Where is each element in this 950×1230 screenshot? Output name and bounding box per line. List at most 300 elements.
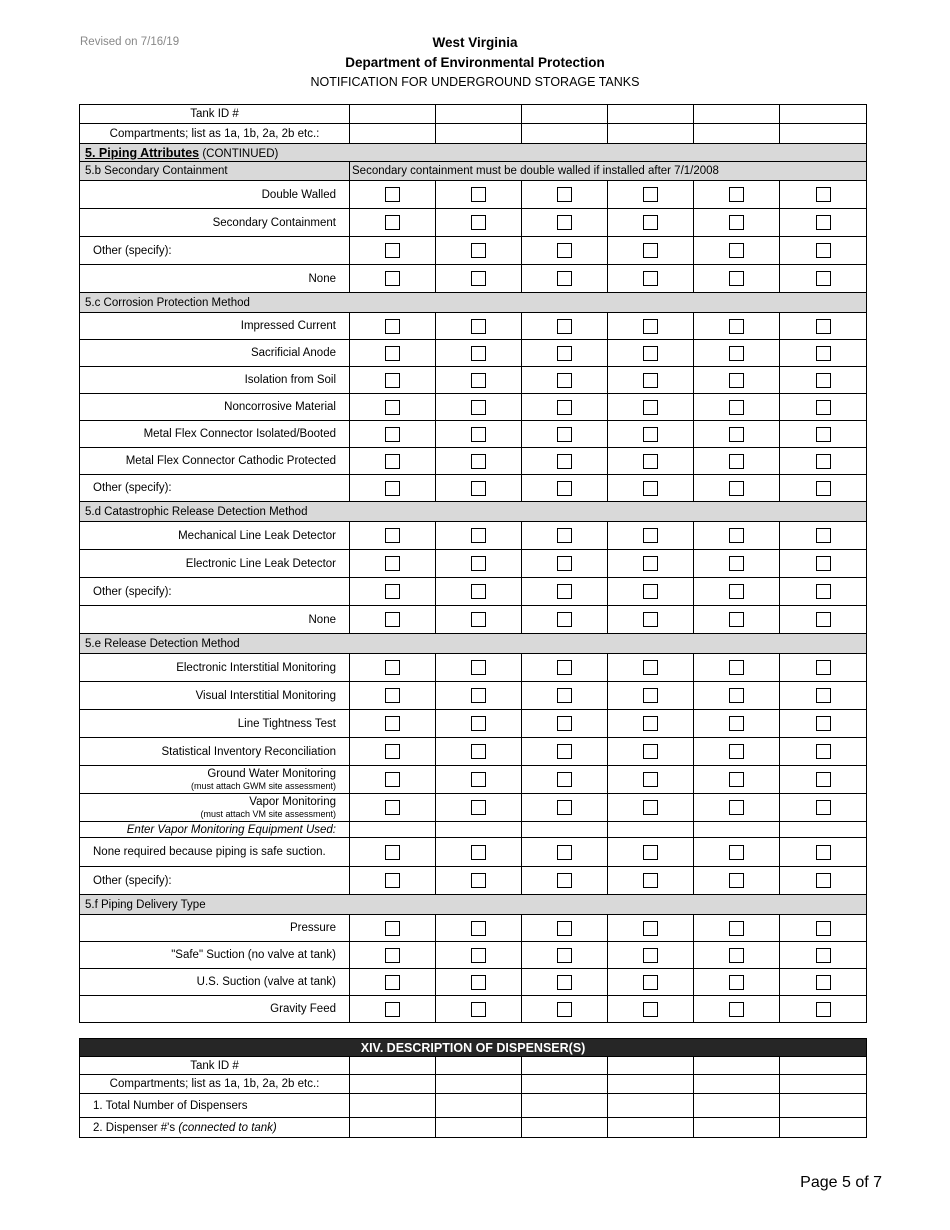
checkbox-cell — [522, 181, 608, 209]
disp-tank-id-input-col-1[interactable] — [350, 1057, 436, 1075]
checkbox-cell — [436, 475, 522, 502]
corrosion-other-specify-checkbox-tank-5[interactable] — [729, 481, 744, 496]
checkbox-cell — [436, 654, 522, 682]
secondary-other-specify-checkbox-tank-1[interactable] — [385, 243, 400, 258]
checkbox-cell — [350, 265, 436, 293]
delivery-safe-suction-no-valve-at-tank-label: "Safe" Suction (no valve at tank) — [80, 942, 350, 969]
corrosion-impressed-current-checkbox-tank-6[interactable] — [816, 319, 831, 334]
catastrophic-mechanical-line-leak-detector-checkbox-tank-4[interactable] — [643, 528, 658, 543]
release-line-tightness-test-checkbox-tank-1[interactable] — [385, 716, 400, 731]
corrosion-impressed-current-checkbox-tank-2[interactable] — [471, 319, 486, 334]
secondary-none-checkbox-tank-1[interactable] — [385, 271, 400, 286]
delivery-pressure-checkbox-tank-3[interactable] — [557, 921, 572, 936]
catastrophic-mechanical-line-leak-detector-checkbox-tank-6[interactable] — [816, 528, 831, 543]
checkbox-cell — [608, 682, 694, 710]
corrosion-sacrificial-anode-checkbox-tank-5[interactable] — [729, 346, 744, 361]
corrosion-isolation-from-soil-label: Isolation from Soil — [80, 367, 350, 394]
delivery-pressure-checkbox-tank-2[interactable] — [471, 921, 486, 936]
total-dispensers-input-col-2[interactable] — [436, 1094, 522, 1118]
release-visual-interstitial-monitoring-checkbox-tank-5[interactable] — [729, 688, 744, 703]
corrosion-metal-flex-connector-isolated-booted-checkbox-tank-4[interactable] — [643, 427, 658, 442]
corrosion-other-specify-checkbox-tank-6[interactable] — [816, 481, 831, 496]
corrosion-impressed-current-checkbox-tank-3[interactable] — [557, 319, 572, 334]
delivery-safe-suction-no-valve-at-tank-checkbox-tank-2[interactable] — [471, 948, 486, 963]
catastrophic-mechanical-line-leak-detector-checkbox-tank-1[interactable] — [385, 528, 400, 543]
vapor-label: Vapor Monitoring — [249, 795, 336, 808]
checkbox-cell — [522, 838, 608, 867]
corrosion-noncorrosive-material-checkbox-tank-6[interactable] — [816, 400, 831, 415]
release-none-required-checkbox-tank-6[interactable] — [816, 845, 831, 860]
checkbox-cell — [522, 578, 608, 606]
delivery-pressure-checkbox-tank-5[interactable] — [729, 921, 744, 936]
secondary-none-checkbox-tank-2[interactable] — [471, 271, 486, 286]
checkbox-cell — [436, 915, 522, 942]
catastrophic-none-checkbox-tank-3[interactable] — [557, 612, 572, 627]
checkbox-cell — [608, 766, 694, 794]
secondary-secondary-containment-checkbox-tank-5[interactable] — [729, 215, 744, 230]
corrosion-metal-flex-connector-isolated-booted-checkbox-tank-5[interactable] — [729, 427, 744, 442]
checkbox-cell — [694, 181, 780, 209]
secondary-secondary-containment-checkbox-tank-4[interactable] — [643, 215, 658, 230]
corrosion-impressed-current-checkbox-tank-5[interactable] — [729, 319, 744, 334]
checkbox-cell — [694, 738, 780, 766]
checkbox-cell — [694, 421, 780, 448]
total-dispensers-input-col-6[interactable] — [780, 1094, 867, 1118]
delivery-pressure-checkbox-tank-6[interactable] — [816, 921, 831, 936]
secondary-other-specify-checkbox-tank-4[interactable] — [643, 243, 658, 258]
release-ground-water-monitoring-checkbox-tank-2[interactable] — [471, 772, 486, 787]
release-statistical-inventory-reconciliation-checkbox-tank-2[interactable] — [471, 744, 486, 759]
vapor-equipment-input-col-2[interactable] — [436, 822, 522, 838]
corrosion-sacrificial-anode-checkbox-tank-1[interactable] — [385, 346, 400, 361]
release-other-checkbox-tank-6[interactable] — [816, 873, 831, 888]
delivery-u-s-suction-valve-at-tank-label: U.S. Suction (valve at tank) — [80, 969, 350, 996]
disp-compartments-label: Compartments; list as 1a, 1b, 2a, 2b etc.: — [80, 1075, 350, 1094]
total-dispensers-input-col-1[interactable] — [350, 1094, 436, 1118]
table-row — [80, 838, 867, 867]
compartments-input-col-3[interactable] — [522, 124, 608, 144]
vapor-equipment-input-col-4[interactable] — [608, 822, 694, 838]
delivery-u-s-suction-valve-at-tank-checkbox-tank-5[interactable] — [729, 975, 744, 990]
checkbox-cell — [694, 710, 780, 738]
tank-id-input-col-5[interactable] — [694, 105, 780, 124]
secondary-none-checkbox-tank-6[interactable] — [816, 271, 831, 286]
delivery-safe-suction-no-valve-at-tank-checkbox-tank-4[interactable] — [643, 948, 658, 963]
table-row — [80, 550, 867, 578]
release-statistical-inventory-reconciliation-checkbox-tank-5[interactable] — [729, 744, 744, 759]
release-visual-interstitial-monitoring-checkbox-tank-4[interactable] — [643, 688, 658, 703]
release-other-checkbox-tank-2[interactable] — [471, 873, 486, 888]
checkbox-cell — [436, 996, 522, 1023]
checkbox-cell — [608, 237, 694, 265]
checkbox-cell — [780, 942, 867, 969]
disp-compartments-input-col-6[interactable] — [780, 1075, 867, 1094]
corrosion-metal-flex-connector-cathodic-protected-checkbox-tank-3[interactable] — [557, 454, 572, 469]
table-row — [80, 969, 867, 996]
total-dispensers-input-col-4[interactable] — [608, 1094, 694, 1118]
release-ground-water-monitoring-checkbox-tank-6[interactable] — [816, 772, 831, 787]
delivery-u-s-suction-valve-at-tank-checkbox-tank-2[interactable] — [471, 975, 486, 990]
vapor-equipment-input-col-5[interactable] — [694, 822, 780, 838]
checkbox-cell — [350, 606, 436, 634]
disp-compartments-input-col-3[interactable] — [522, 1075, 608, 1094]
table-row — [80, 394, 867, 421]
delivery-u-s-suction-valve-at-tank-checkbox-tank-3[interactable] — [557, 975, 572, 990]
page-number: Page 5 of 7 — [800, 1174, 882, 1191]
checkbox-cell — [522, 915, 608, 942]
dispenser-numbers-input-col-3[interactable] — [522, 1118, 608, 1138]
catastrophic-electronic-line-leak-detector-checkbox-tank-3[interactable] — [557, 556, 572, 571]
release-visual-interstitial-monitoring-checkbox-tank-3[interactable] — [557, 688, 572, 703]
checkbox-cell — [608, 838, 694, 867]
gwm-note: (must attach GWM site assessment) — [190, 780, 336, 791]
delivery-u-s-suction-valve-at-tank-checkbox-tank-1[interactable] — [385, 975, 400, 990]
release-electronic-interstitial-monitoring-checkbox-tank-2[interactable] — [471, 660, 486, 675]
corrosion-metal-flex-connector-isolated-booted-label: Metal Flex Connector Isolated/Booted — [80, 421, 350, 448]
corrosion-isolation-from-soil-checkbox-tank-4[interactable] — [643, 373, 658, 388]
release-none-required-checkbox-tank-4[interactable] — [643, 845, 658, 860]
catastrophic-none-checkbox-tank-2[interactable] — [471, 612, 486, 627]
section-5f-header — [80, 895, 867, 915]
checkbox-cell — [522, 606, 608, 634]
release-ground-water-monitoring-checkbox-tank-4[interactable] — [643, 772, 658, 787]
catastrophic-mechanical-line-leak-detector-checkbox-tank-2[interactable] — [471, 528, 486, 543]
dispenser-numbers-input-col-2[interactable] — [436, 1118, 522, 1138]
delivery-safe-suction-no-valve-at-tank-checkbox-tank-5[interactable] — [729, 948, 744, 963]
table-row — [80, 421, 867, 448]
release-vapor-monitoring-checkbox-tank-1[interactable] — [385, 800, 400, 815]
dispenser-numbers-input-col-1[interactable] — [350, 1118, 436, 1138]
corrosion-other-specify-checkbox-tank-1[interactable] — [385, 481, 400, 496]
checkbox-cell — [694, 578, 780, 606]
corrosion-noncorrosive-material-checkbox-tank-1[interactable] — [385, 400, 400, 415]
compartments-input-col-1[interactable] — [350, 124, 436, 144]
section-5e-header-title: 5.e Release Detection Method — [80, 634, 867, 654]
release-vapor-monitoring-checkbox-tank-3[interactable] — [557, 800, 572, 815]
dispenser-numbers-input-col-4[interactable] — [608, 1118, 694, 1138]
release-none-required-checkbox-tank-3[interactable] — [557, 845, 572, 860]
compartments-input-col-5[interactable] — [694, 124, 780, 144]
corrosion-sacrificial-anode-checkbox-tank-6[interactable] — [816, 346, 831, 361]
checkbox-cell — [608, 522, 694, 550]
table-row — [80, 448, 867, 475]
catastrophic-electronic-line-leak-detector-checkbox-tank-5[interactable] — [729, 556, 744, 571]
release-statistical-inventory-reconciliation-checkbox-tank-1[interactable] — [385, 744, 400, 759]
catastrophic-other-specify-checkbox-tank-5[interactable] — [729, 584, 744, 599]
checkbox-cell — [694, 867, 780, 895]
catastrophic-other-specify-checkbox-tank-1[interactable] — [385, 584, 400, 599]
release-none-required-checkbox-tank-2[interactable] — [471, 845, 486, 860]
corrosion-metal-flex-connector-cathodic-protected-checkbox-tank-5[interactable] — [729, 454, 744, 469]
catastrophic-other-specify-checkbox-tank-2[interactable] — [471, 584, 486, 599]
checkbox-cell — [608, 448, 694, 475]
table-row — [80, 822, 867, 838]
delivery-gravity-feed-checkbox-tank-1[interactable] — [385, 1002, 400, 1017]
checkbox-cell — [608, 654, 694, 682]
corrosion-isolation-from-soil-checkbox-tank-6[interactable] — [816, 373, 831, 388]
total-dispensers-input-col-5[interactable] — [694, 1094, 780, 1118]
release-electronic-interstitial-monitoring-checkbox-tank-1[interactable] — [385, 660, 400, 675]
release-line-tightness-test-checkbox-tank-6[interactable] — [816, 716, 831, 731]
tank-id-input-col-2[interactable] — [436, 105, 522, 124]
checkbox-cell — [694, 654, 780, 682]
corrosion-sacrificial-anode-checkbox-tank-2[interactable] — [471, 346, 486, 361]
catastrophic-electronic-line-leak-detector-checkbox-tank-1[interactable] — [385, 556, 400, 571]
catastrophic-electronic-line-leak-detector-checkbox-tank-2[interactable] — [471, 556, 486, 571]
release-line-tightness-test-label: Line Tightness Test — [80, 710, 350, 738]
checkbox-cell — [694, 915, 780, 942]
gwm-label-cell — [80, 766, 350, 794]
catastrophic-other-specify-checkbox-tank-3[interactable] — [557, 584, 572, 599]
compartments-input-col-6[interactable] — [780, 124, 867, 144]
release-line-tightness-test-checkbox-tank-4[interactable] — [643, 716, 658, 731]
secondary-double-walled-checkbox-tank-3[interactable] — [557, 187, 572, 202]
secondary-double-walled-checkbox-tank-4[interactable] — [643, 187, 658, 202]
disp-tank-id-input-col-2[interactable] — [436, 1057, 522, 1075]
release-none-required-checkbox-tank-5[interactable] — [729, 845, 744, 860]
release-other-checkbox-tank-5[interactable] — [729, 873, 744, 888]
release-other-checkbox-tank-4[interactable] — [643, 873, 658, 888]
release-other-checkbox-tank-1[interactable] — [385, 873, 400, 888]
compartments-input-col-2[interactable] — [436, 124, 522, 144]
checkbox-cell — [780, 710, 867, 738]
corrosion-noncorrosive-material-checkbox-tank-5[interactable] — [729, 400, 744, 415]
catastrophic-electronic-line-leak-detector-checkbox-tank-6[interactable] — [816, 556, 831, 571]
secondary-secondary-containment-checkbox-tank-3[interactable] — [557, 215, 572, 230]
secondary-secondary-containment-checkbox-tank-6[interactable] — [816, 215, 831, 230]
delivery-gravity-feed-label: Gravity Feed — [80, 996, 350, 1023]
disp-compartments-input-col-1[interactable] — [350, 1075, 436, 1094]
release-statistical-inventory-reconciliation-checkbox-tank-3[interactable] — [557, 744, 572, 759]
secondary-other-specify-checkbox-tank-2[interactable] — [471, 243, 486, 258]
corrosion-impressed-current-checkbox-tank-1[interactable] — [385, 319, 400, 334]
release-line-tightness-test-checkbox-tank-3[interactable] — [557, 716, 572, 731]
vapor-label-cell — [80, 794, 350, 822]
release-visual-interstitial-monitoring-checkbox-tank-1[interactable] — [385, 688, 400, 703]
release-other-checkbox-tank-3[interactable] — [557, 873, 572, 888]
disp-compartments-input-col-4[interactable] — [608, 1075, 694, 1094]
checkbox-cell — [522, 394, 608, 421]
release-vapor-monitoring-checkbox-tank-2[interactable] — [471, 800, 486, 815]
disp-compartments-input-col-5[interactable] — [694, 1075, 780, 1094]
catastrophic-none-checkbox-tank-6[interactable] — [816, 612, 831, 627]
disp-tank-id-input-col-6[interactable] — [780, 1057, 867, 1075]
corrosion-isolation-from-soil-checkbox-tank-1[interactable] — [385, 373, 400, 388]
checkbox-cell — [608, 867, 694, 895]
release-ground-water-monitoring-checkbox-tank-3[interactable] — [557, 772, 572, 787]
catastrophic-none-label: None — [80, 606, 350, 634]
release-ground-water-monitoring-checkbox-tank-5[interactable] — [729, 772, 744, 787]
vapor-equipment-input-col-6[interactable] — [780, 822, 867, 838]
catastrophic-none-checkbox-tank-5[interactable] — [729, 612, 744, 627]
release-vapor-monitoring-checkbox-tank-6[interactable] — [816, 800, 831, 815]
corrosion-metal-flex-connector-isolated-booted-checkbox-tank-1[interactable] — [385, 427, 400, 442]
table-row — [80, 738, 867, 766]
release-none-required-checkbox-tank-1[interactable] — [385, 845, 400, 860]
release-line-tightness-test-checkbox-tank-5[interactable] — [729, 716, 744, 731]
total-dispensers-input-col-3[interactable] — [522, 1094, 608, 1118]
corrosion-noncorrosive-material-checkbox-tank-4[interactable] — [643, 400, 658, 415]
catastrophic-other-specify-checkbox-tank-4[interactable] — [643, 584, 658, 599]
disp-tank-id-input-col-3[interactable] — [522, 1057, 608, 1075]
corrosion-metal-flex-connector-isolated-booted-checkbox-tank-6[interactable] — [816, 427, 831, 442]
secondary-other-specify-checkbox-tank-3[interactable] — [557, 243, 572, 258]
corrosion-impressed-current-checkbox-tank-4[interactable] — [643, 319, 658, 334]
section-5d-header-title: 5.d Catastrophic Release Detection Method — [80, 502, 867, 522]
corrosion-noncorrosive-material-checkbox-tank-3[interactable] — [557, 400, 572, 415]
corrosion-isolation-from-soil-checkbox-tank-3[interactable] — [557, 373, 572, 388]
release-statistical-inventory-reconciliation-checkbox-tank-6[interactable] — [816, 744, 831, 759]
catastrophic-other-specify-checkbox-tank-6[interactable] — [816, 584, 831, 599]
checkbox-cell — [780, 578, 867, 606]
section-5b-header — [80, 162, 867, 181]
table-row — [80, 710, 867, 738]
checkbox-cell — [780, 996, 867, 1023]
tank-id-input-col-4[interactable] — [608, 105, 694, 124]
catastrophic-mechanical-line-leak-detector-label: Mechanical Line Leak Detector — [80, 522, 350, 550]
corrosion-other-specify-checkbox-tank-2[interactable] — [471, 481, 486, 496]
corrosion-metal-flex-connector-cathodic-protected-checkbox-tank-1[interactable] — [385, 454, 400, 469]
corrosion-sacrificial-anode-checkbox-tank-3[interactable] — [557, 346, 572, 361]
tank-id-input-col-1[interactable] — [350, 105, 436, 124]
delivery-gravity-feed-checkbox-tank-5[interactable] — [729, 1002, 744, 1017]
release-statistical-inventory-reconciliation-checkbox-tank-4[interactable] — [643, 744, 658, 759]
corrosion-isolation-from-soil-checkbox-tank-5[interactable] — [729, 373, 744, 388]
disp-compartments-input-col-2[interactable] — [436, 1075, 522, 1094]
delivery-gravity-feed-checkbox-tank-6[interactable] — [816, 1002, 831, 1017]
department-title: Department of Environmental Protection — [345, 55, 605, 70]
tank-id-input-col-6[interactable] — [780, 105, 867, 124]
table-row — [80, 606, 867, 634]
section-14-header — [80, 1039, 867, 1057]
vapor-equipment-input-col-1[interactable] — [350, 822, 436, 838]
secondary-none-checkbox-tank-5[interactable] — [729, 271, 744, 286]
checkbox-cell — [694, 448, 780, 475]
catastrophic-electronic-line-leak-detector-checkbox-tank-4[interactable] — [643, 556, 658, 571]
delivery-pressure-label: Pressure — [80, 915, 350, 942]
delivery-u-s-suction-valve-at-tank-checkbox-tank-6[interactable] — [816, 975, 831, 990]
release-vapor-monitoring-checkbox-tank-5[interactable] — [729, 800, 744, 815]
table-row — [80, 209, 867, 237]
delivery-gravity-feed-checkbox-tank-3[interactable] — [557, 1002, 572, 1017]
checkbox-cell — [608, 340, 694, 367]
checkbox-cell — [522, 550, 608, 578]
delivery-gravity-feed-checkbox-tank-2[interactable] — [471, 1002, 486, 1017]
secondary-other-specify-checkbox-tank-6[interactable] — [816, 243, 831, 258]
secondary-none-checkbox-tank-4[interactable] — [643, 271, 658, 286]
secondary-double-walled-checkbox-tank-2[interactable] — [471, 187, 486, 202]
release-line-tightness-test-checkbox-tank-2[interactable] — [471, 716, 486, 731]
compartments-input-col-4[interactable] — [608, 124, 694, 144]
checkbox-cell — [522, 475, 608, 502]
checkbox-cell — [436, 313, 522, 340]
secondary-double-walled-checkbox-tank-5[interactable] — [729, 187, 744, 202]
secondary-other-specify-checkbox-tank-5[interactable] — [729, 243, 744, 258]
corrosion-noncorrosive-material-checkbox-tank-2[interactable] — [471, 400, 486, 415]
catastrophic-none-checkbox-tank-4[interactable] — [643, 612, 658, 627]
checkbox-cell — [436, 942, 522, 969]
secondary-secondary-containment-checkbox-tank-1[interactable] — [385, 215, 400, 230]
checkbox-cell — [780, 766, 867, 794]
corrosion-other-specify-checkbox-tank-4[interactable] — [643, 481, 658, 496]
delivery-pressure-checkbox-tank-1[interactable] — [385, 921, 400, 936]
corrosion-metal-flex-connector-isolated-booted-checkbox-tank-3[interactable] — [557, 427, 572, 442]
dispenser-numbers-input-col-5[interactable] — [694, 1118, 780, 1138]
delivery-safe-suction-no-valve-at-tank-checkbox-tank-6[interactable] — [816, 948, 831, 963]
delivery-gravity-feed-checkbox-tank-4[interactable] — [643, 1002, 658, 1017]
disp-tank-id-input-col-5[interactable] — [694, 1057, 780, 1075]
checkbox-cell — [522, 942, 608, 969]
table-row — [80, 915, 867, 942]
checkbox-cell — [350, 682, 436, 710]
checkbox-cell — [608, 367, 694, 394]
vapor-equipment-input-col-3[interactable] — [522, 822, 608, 838]
disp-tank-id-label: Tank ID # — [80, 1057, 350, 1075]
disp-tank-id-input-col-4[interactable] — [608, 1057, 694, 1075]
release-electronic-interstitial-monitoring-checkbox-tank-3[interactable] — [557, 660, 572, 675]
catastrophic-none-checkbox-tank-1[interactable] — [385, 612, 400, 627]
corrosion-metal-flex-connector-cathodic-protected-checkbox-tank-2[interactable] — [471, 454, 486, 469]
delivery-u-s-suction-valve-at-tank-checkbox-tank-4[interactable] — [643, 975, 658, 990]
checkbox-cell — [608, 578, 694, 606]
checkbox-cell — [436, 181, 522, 209]
tank-id-input-col-3[interactable] — [522, 105, 608, 124]
secondary-secondary-containment-checkbox-tank-2[interactable] — [471, 215, 486, 230]
checkbox-cell — [780, 915, 867, 942]
table-row — [80, 578, 867, 606]
section-14-title: XIV. DESCRIPTION OF DISPENSER(S) — [80, 1039, 867, 1057]
release-electronic-interstitial-monitoring-checkbox-tank-4[interactable] — [643, 660, 658, 675]
checkbox-cell — [522, 996, 608, 1023]
checkbox-cell — [522, 867, 608, 895]
release-visual-interstitial-monitoring-checkbox-tank-6[interactable] — [816, 688, 831, 703]
secondary-double-walled-checkbox-tank-6[interactable] — [816, 187, 831, 202]
checkbox-cell — [608, 942, 694, 969]
release-electronic-interstitial-monitoring-checkbox-tank-5[interactable] — [729, 660, 744, 675]
checkbox-cell — [608, 313, 694, 340]
checkbox-cell — [350, 340, 436, 367]
table-row — [80, 766, 867, 794]
corrosion-sacrificial-anode-checkbox-tank-4[interactable] — [643, 346, 658, 361]
dispenser-numbers-input-col-6[interactable] — [780, 1118, 867, 1138]
corrosion-metal-flex-connector-cathodic-protected-checkbox-tank-4[interactable] — [643, 454, 658, 469]
release-electronic-interstitial-monitoring-checkbox-tank-6[interactable] — [816, 660, 831, 675]
corrosion-isolation-from-soil-checkbox-tank-2[interactable] — [471, 373, 486, 388]
corrosion-metal-flex-connector-isolated-booted-checkbox-tank-2[interactable] — [471, 427, 486, 442]
release-vapor-monitoring-checkbox-tank-4[interactable] — [643, 800, 658, 815]
section-5e-header — [80, 634, 867, 654]
catastrophic-mechanical-line-leak-detector-checkbox-tank-3[interactable] — [557, 528, 572, 543]
corrosion-metal-flex-connector-cathodic-protected-checkbox-tank-6[interactable] — [816, 454, 831, 469]
corrosion-other-specify-checkbox-tank-3[interactable] — [557, 481, 572, 496]
checkbox-cell — [694, 340, 780, 367]
release-visual-interstitial-monitoring-checkbox-tank-2[interactable] — [471, 688, 486, 703]
release-ground-water-monitoring-checkbox-tank-1[interactable] — [385, 772, 400, 787]
checkbox-cell — [522, 421, 608, 448]
catastrophic-mechanical-line-leak-detector-checkbox-tank-5[interactable] — [729, 528, 744, 543]
table-row — [80, 996, 867, 1023]
checkbox-cell — [522, 654, 608, 682]
secondary-double-walled-checkbox-tank-1[interactable] — [385, 187, 400, 202]
checkbox-cell — [436, 448, 522, 475]
checkbox-cell — [350, 654, 436, 682]
checkbox-cell — [780, 475, 867, 502]
secondary-none-checkbox-tank-3[interactable] — [557, 271, 572, 286]
delivery-safe-suction-no-valve-at-tank-checkbox-tank-3[interactable] — [557, 948, 572, 963]
checkbox-cell — [436, 838, 522, 867]
delivery-safe-suction-no-valve-at-tank-checkbox-tank-1[interactable] — [385, 948, 400, 963]
delivery-pressure-checkbox-tank-4[interactable] — [643, 921, 658, 936]
